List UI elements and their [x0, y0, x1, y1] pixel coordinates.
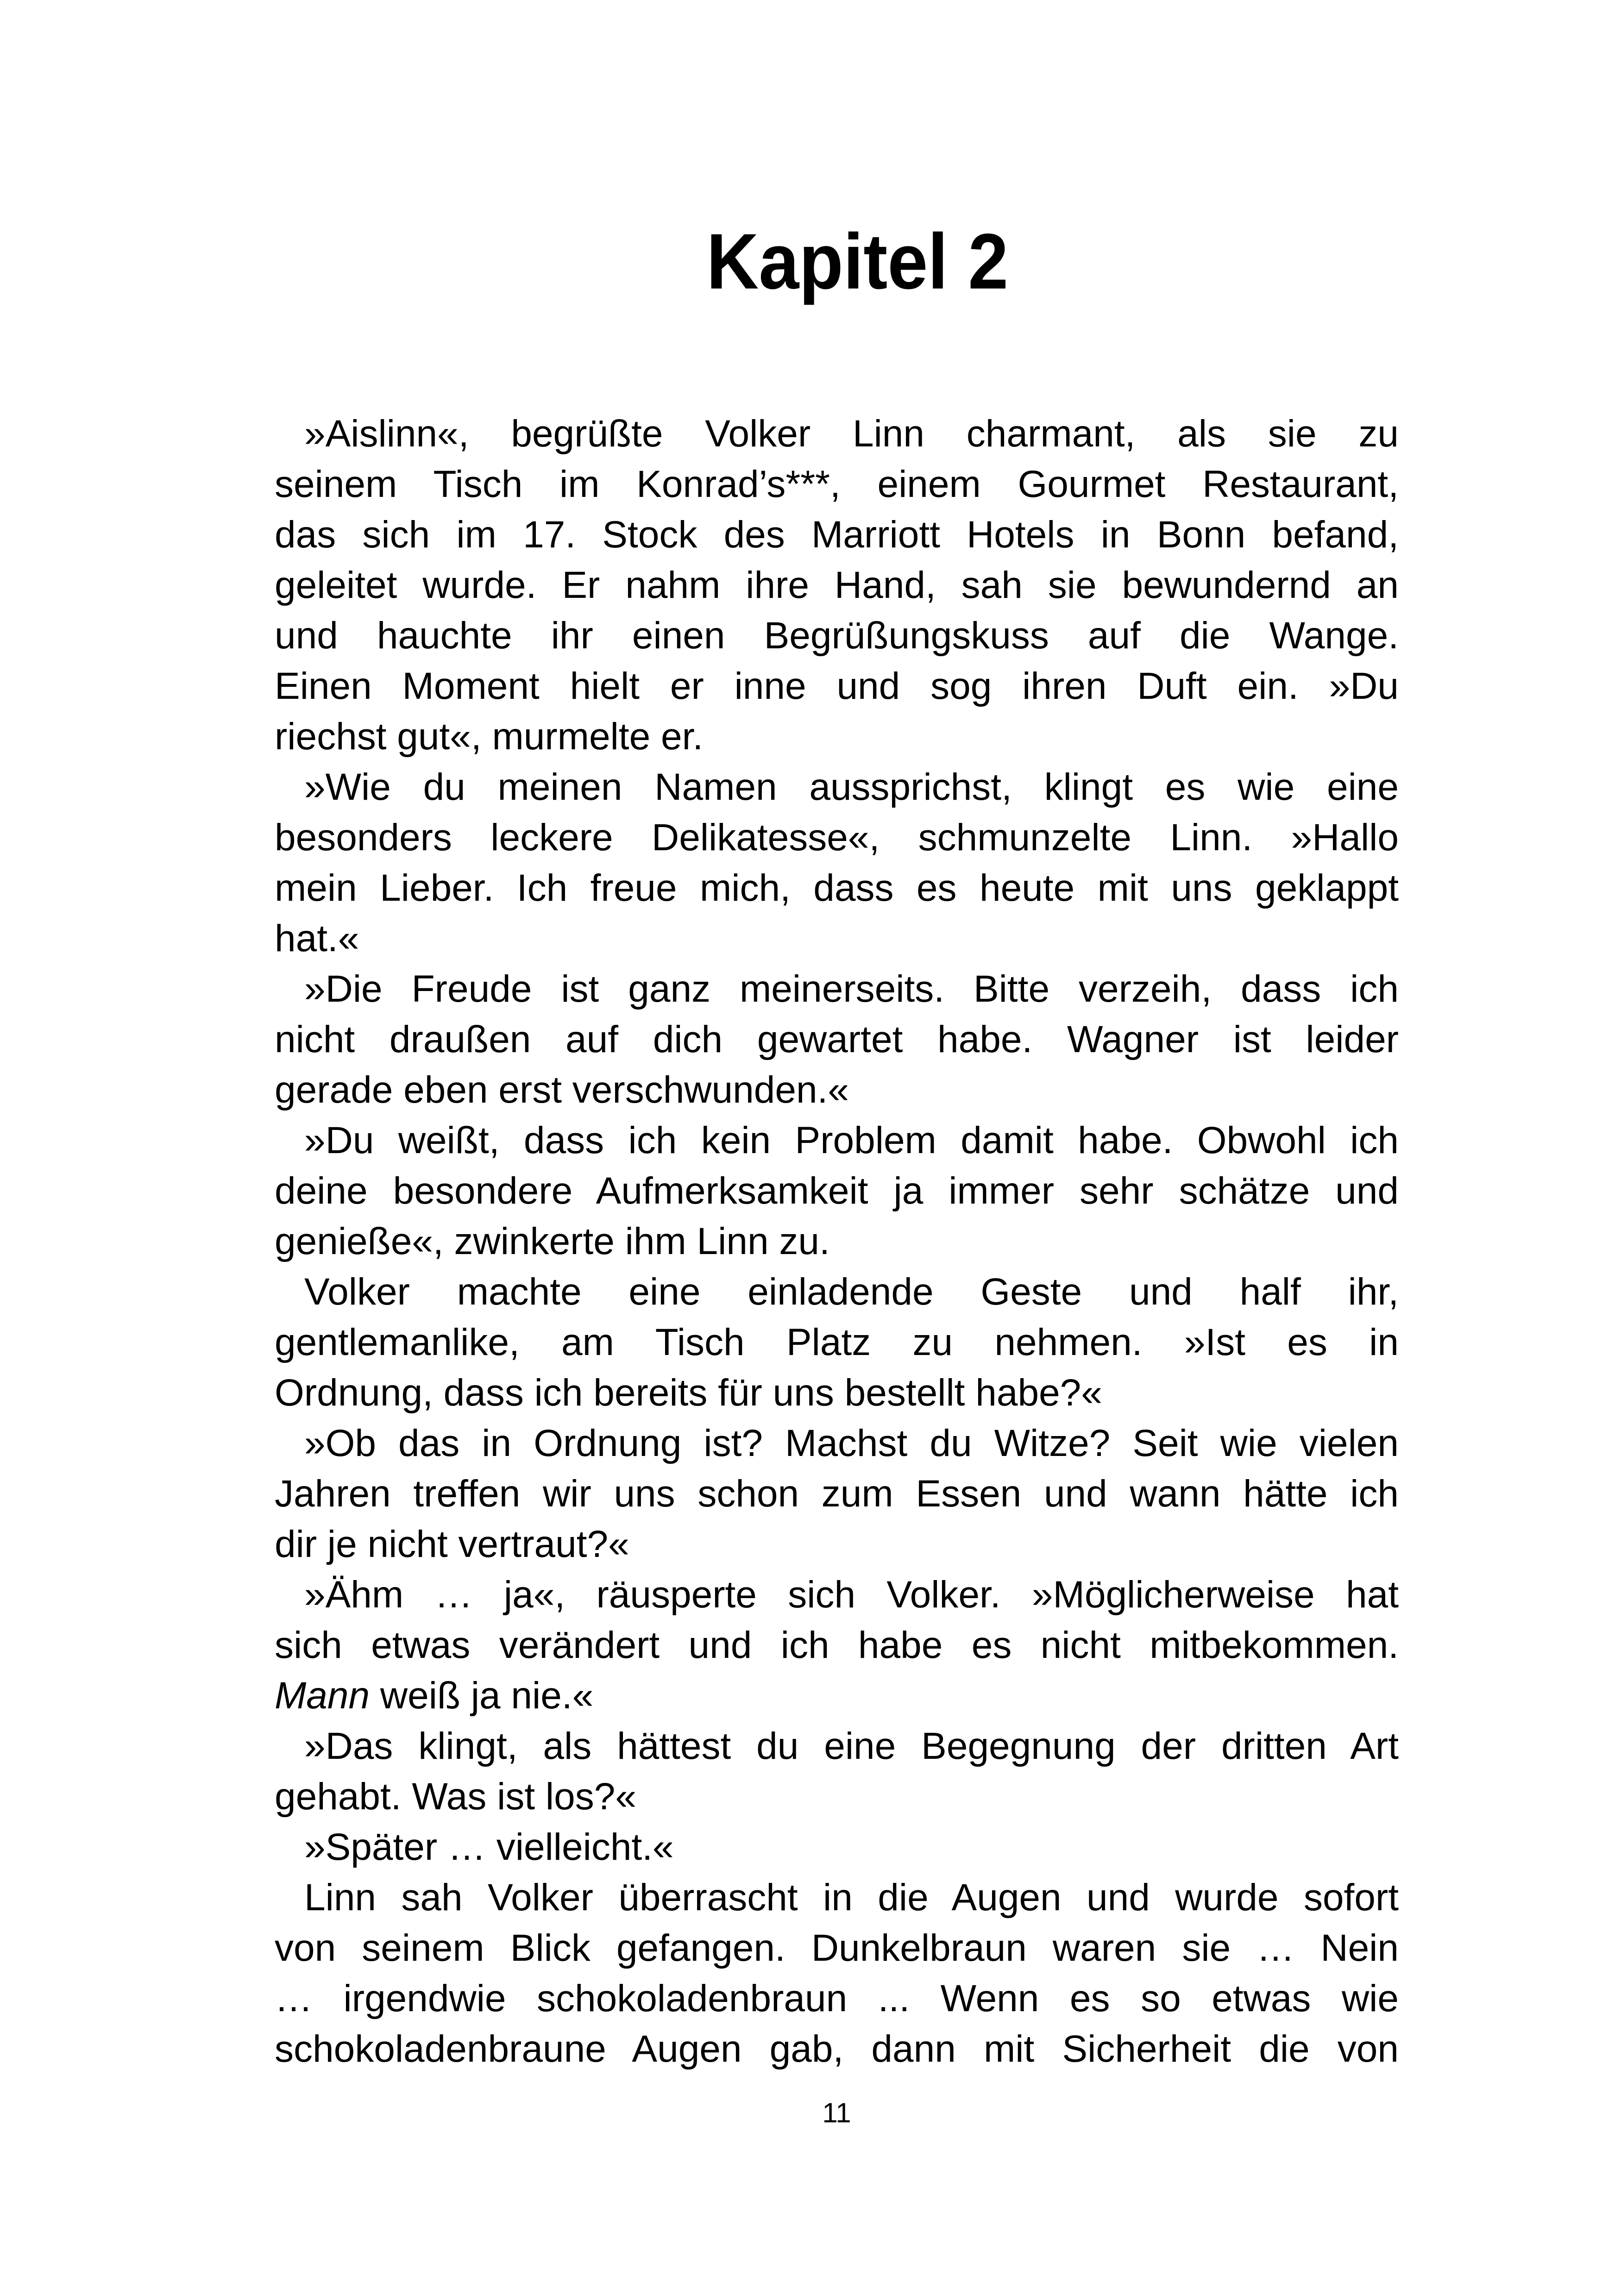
text-line: geleitet wurde. Er nahm ihre Hand, sah sie bewundernd an — [275, 564, 1399, 606]
text-line: Linn sah Volker überrascht in die Augen und wurde sofort — [304, 1876, 1399, 1919]
paragraph-4 — [275, 1115, 1399, 1267]
text-line: »Aislinn«, begrüßte Volker Linn charmant, als sie zu — [304, 413, 1399, 455]
chapter-title — [275, 218, 1399, 306]
text-line: Ordnung, dass ich bereits für uns bestellt habe?« — [275, 1372, 1102, 1414]
text-line: nicht draußen auf dich gewartet habe. Wagner ist leider — [275, 1018, 1399, 1060]
text-line: »Das klingt, als hättest du eine Begegnung der dritten Art — [304, 1725, 1399, 1767]
page-number: 11 — [822, 2097, 851, 2128]
text-line: »Ob das in Ordnung ist? Machst du Witze? Seit wie vielen — [304, 1422, 1399, 1464]
text-line: seinem Tisch im Konrad’s***, einem Gourmet Restaurant, — [275, 463, 1399, 505]
paragraph-10 — [275, 1872, 1399, 2074]
text-line: und hauchte ihr einen Begrüßungskuss auf die Wange. — [275, 615, 1399, 657]
paragraph-3 — [275, 964, 1399, 1115]
text-line: deine besondere Aufmerksamkeit ja immer sehr schätze und — [275, 1170, 1399, 1212]
text-line: »Die Freude ist ganz meinerseits. Bitte verzeih, dass ich — [304, 968, 1399, 1010]
paragraph-2 — [275, 762, 1399, 964]
italic-word: Mann — [275, 1675, 370, 1717]
text-line: Jahren treffen wir uns schon zum Essen und wann hätte ich — [275, 1473, 1399, 1515]
text-line: dir je nicht vertraut?« — [275, 1523, 629, 1565]
text-line: »Du weißt, dass ich kein Problem damit habe. Obwohl ich — [304, 1119, 1399, 1161]
text-line — [275, 1670, 1399, 1721]
text-line: genieße«, zwinkerte ihm Linn zu. — [275, 1220, 830, 1262]
text-line: sich etwas verändert und ich habe es nicht mitbekommen. — [275, 1624, 1399, 1666]
paragraph-6 — [275, 1418, 1399, 1569]
text-line: »Später … vielleicht.« — [304, 1826, 674, 1868]
paragraph-7 — [275, 1569, 1399, 1721]
text-line: »Ähm … ja«, räusperte sich Volker. »Möglicherweise hat — [304, 1574, 1399, 1616]
text-line: besonders leckere Delikatesse«, schmunzelte Linn. »Hallo — [275, 816, 1399, 859]
text-line: gerade eben erst verschwunden.« — [275, 1069, 849, 1111]
text-line: … irgendwie schokoladenbraun ... Wenn es so etwas wie — [275, 1977, 1399, 2020]
body-text — [275, 408, 1399, 2074]
text-line: von seinem Blick gefangen. Dunkelbraun waren sie … Nein — [275, 1927, 1399, 1969]
text-line: das sich im 17. Stock des Marriott Hotels in Bonn befand, — [275, 514, 1399, 556]
text-line: »Wie du meinen Namen aussprichst, klingt es wie eine — [304, 766, 1399, 808]
text-line: gentlemanlike, am Tisch Platz zu nehmen. »Ist es in — [275, 1321, 1399, 1363]
text-line: schokoladenbraune Augen gab, dann mit Sicherheit die von — [275, 2028, 1399, 2070]
text-line: Volker machte eine einladende Geste und half ihr, — [304, 1271, 1399, 1313]
chapter-title-text: Kapitel 2 — [706, 218, 1009, 306]
paragraph-8 — [275, 1721, 1399, 1822]
paragraph-9 — [275, 1822, 1399, 1872]
text-line: hat.« — [275, 917, 359, 960]
text-line: riechst gut«, murmelte er. — [275, 715, 704, 758]
text-line: mein Lieber. Ich freue mich, dass es heute mit uns geklappt — [275, 867, 1399, 909]
text-fragment: weiß ja nie.« — [370, 1675, 594, 1717]
text-line: Einen Moment hielt er inne und sog ihren Duft ein. »Du — [275, 665, 1399, 707]
paragraph-5 — [275, 1267, 1399, 1418]
paragraph-1 — [275, 408, 1399, 762]
text-line: gehabt. Was ist los?« — [275, 1775, 636, 1818]
